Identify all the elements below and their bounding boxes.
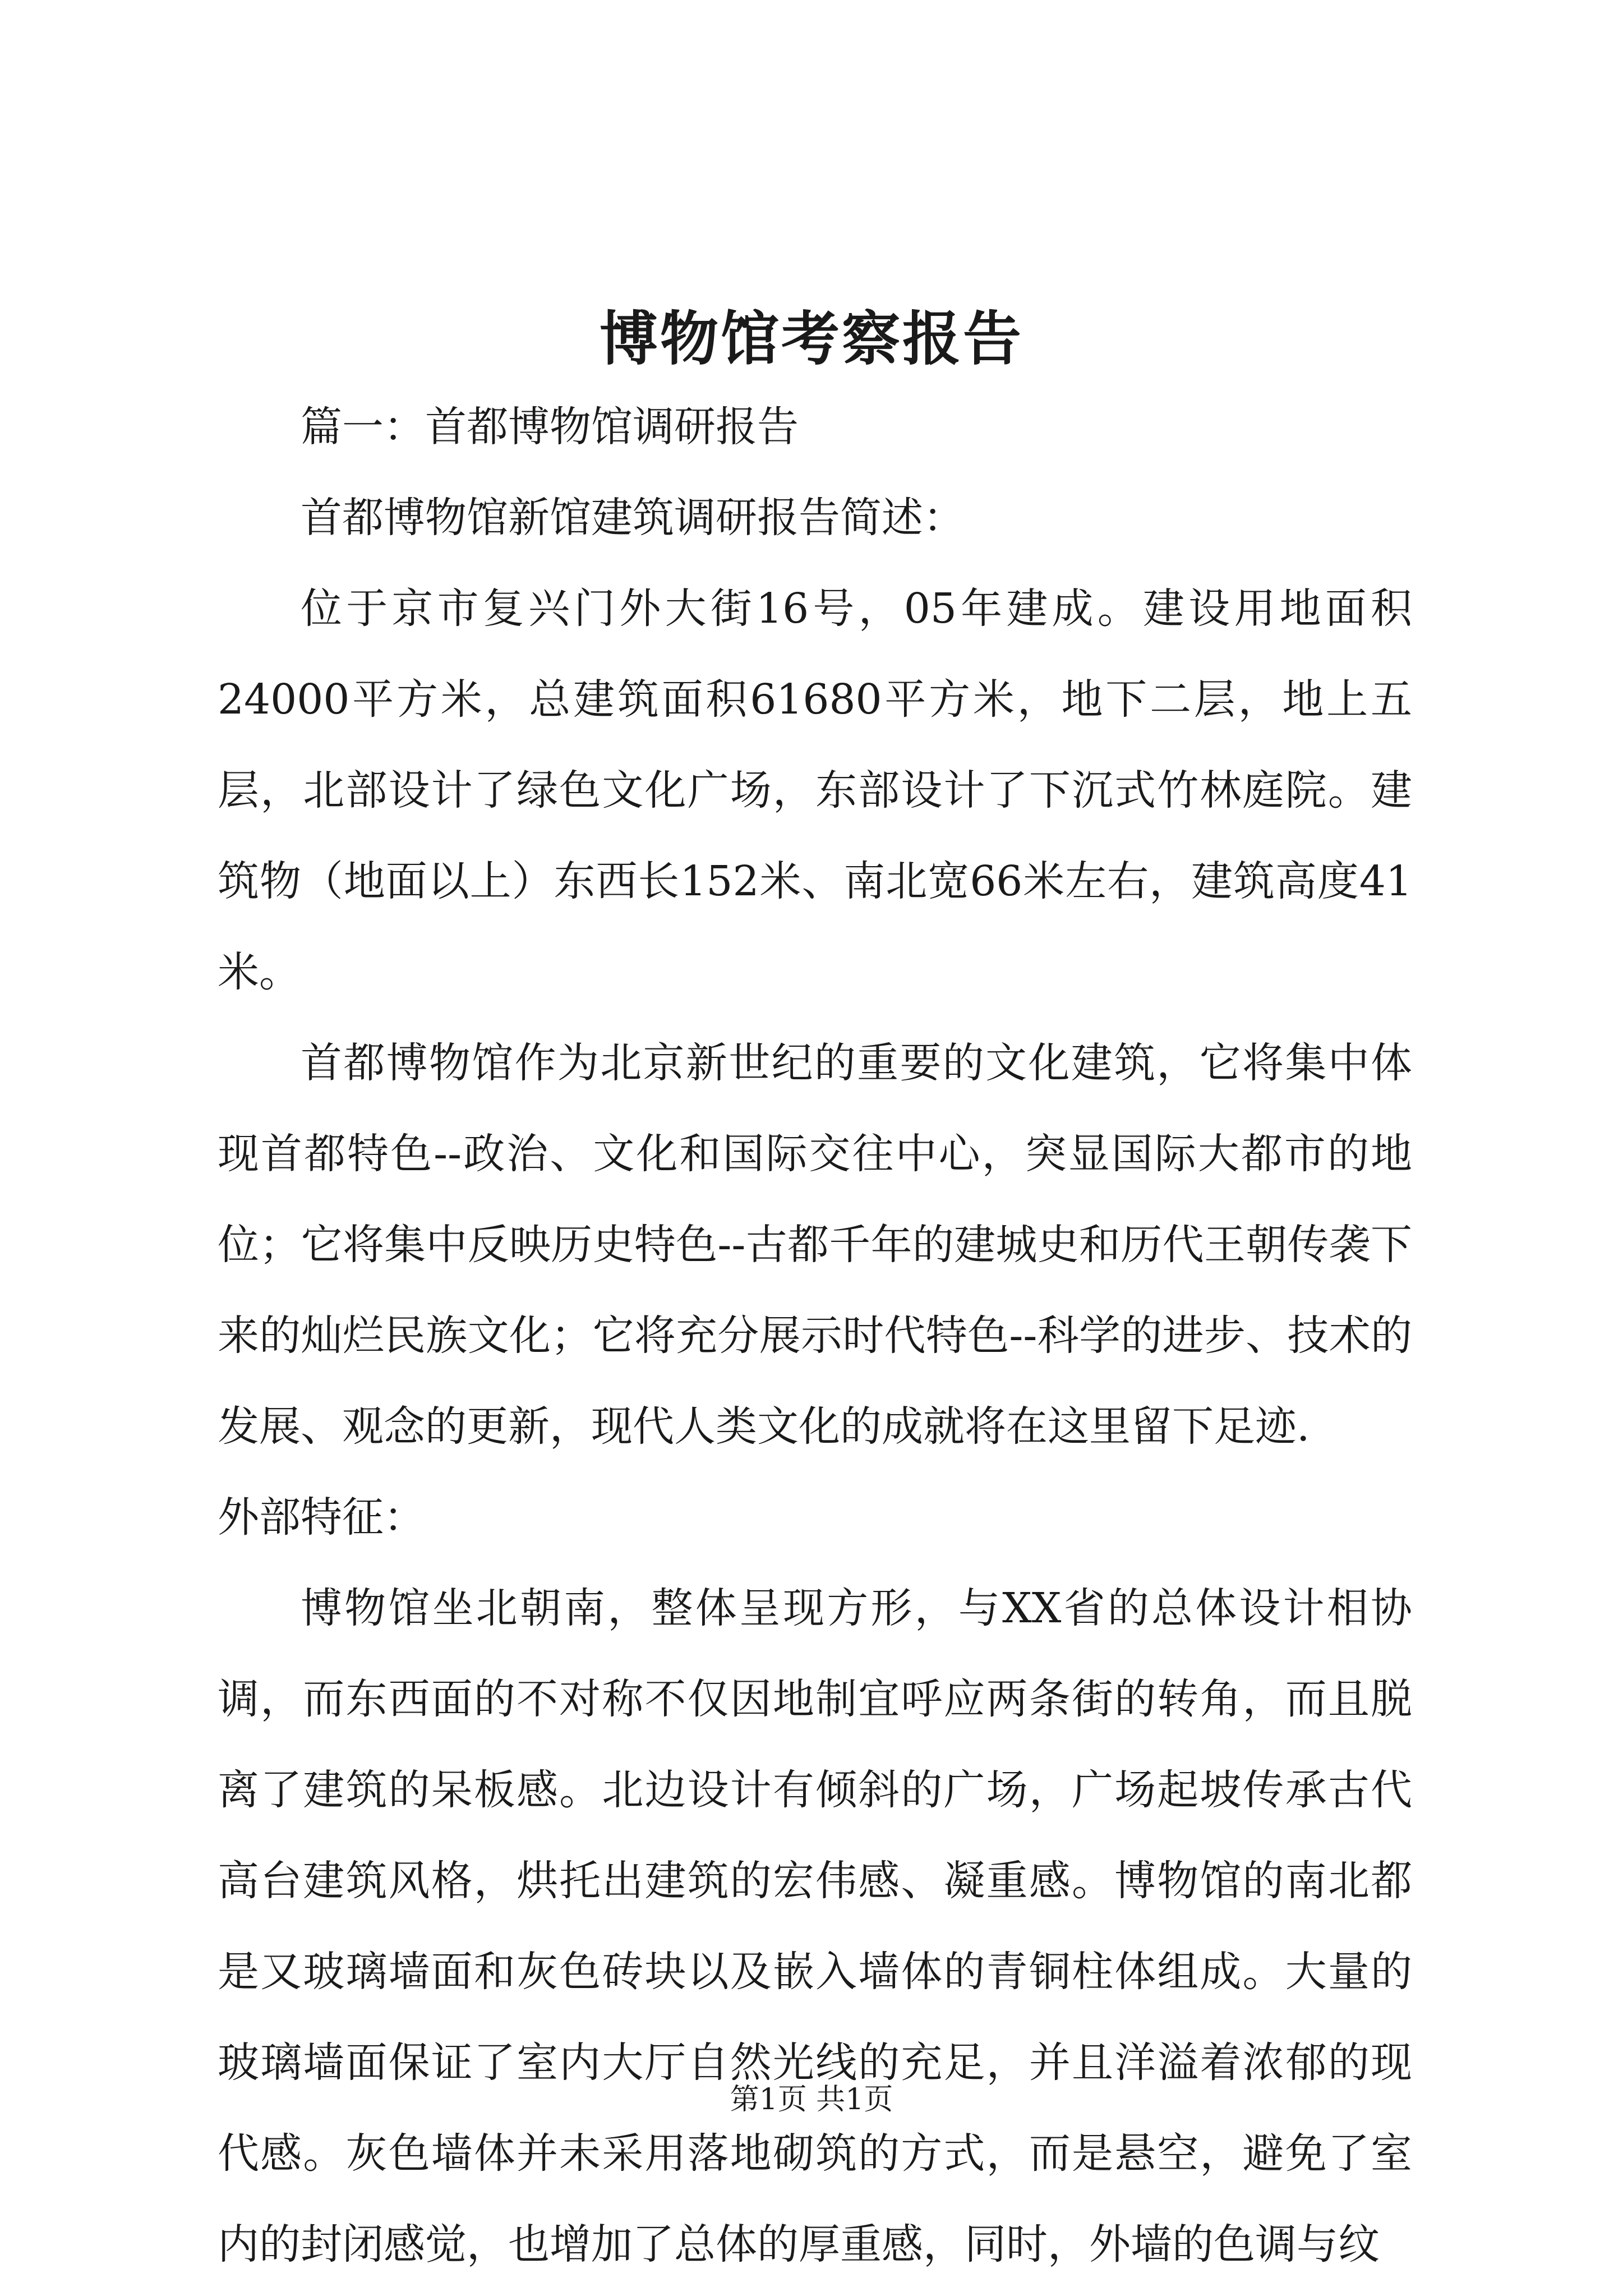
paragraph-exterior-heading: 外部特征： — [218, 1493, 425, 1542]
page-footer: 第1页 共1页 — [730, 2083, 893, 2116]
document-title: 博物馆考察报告 — [599, 304, 1023, 373]
paragraph-exterior-features: 博物馆坐北朝南，整体呈现方形，与XX省的总体设计相协调，而东西面的不对称不仅因地制宜呼应两条街的转角，而且脱离了建筑的呆板感。北边设计有倾斜的广场，广场起坡传承古代高台建筑风格，烘托出建筑的宏伟感、凝重感。博物馆的南北都是又玻璃墙面和灰色砖块以及嵌入墙体的青铜柱体组成。大量的玻璃墙面保证了室内大厅自然光线的充足，并且洋溢着浓郁的现代感。灰色墙体并未采用落地砌筑的方式，而是悬空，避免了室内的封闭感觉，也增加了总体的厚重感，同时，外墙的色调与纹 — [218, 1584, 1412, 2269]
paragraph-significance: 首都博物馆作为北京新世纪的重要的文化建筑，它将集中体现首都特色--政治、文化和国际交往中心，突显国际大都市的地位；它将集中反映历史特色--古都千年的建城史和历代王朝传袭下来的灿烂民族文化；它将充分展示时代特色--科学的进步、技术的发展、观念的更新，现代人类文化的成就将在这里留下足迹. — [218, 1039, 1412, 1451]
paragraph-section-heading: 篇一：首都博物馆调研报告 — [301, 403, 799, 451]
document-body — [218, 381, 1412, 2290]
paragraph-summary-heading: 首都博物馆新馆建筑调研报告简述： — [301, 494, 965, 542]
paragraph-location: 位于京市复兴门外大街16号，05年建成。建设用地面积24000平方米，总建筑面积61680平方米，地下二层，地上五层，北部设计了绿色文化广场，东部设计了下沉式竹林庭院。建筑物（地面以上）东西长152米、南北宽66米左右，建筑高度41米。 — [218, 585, 1412, 996]
